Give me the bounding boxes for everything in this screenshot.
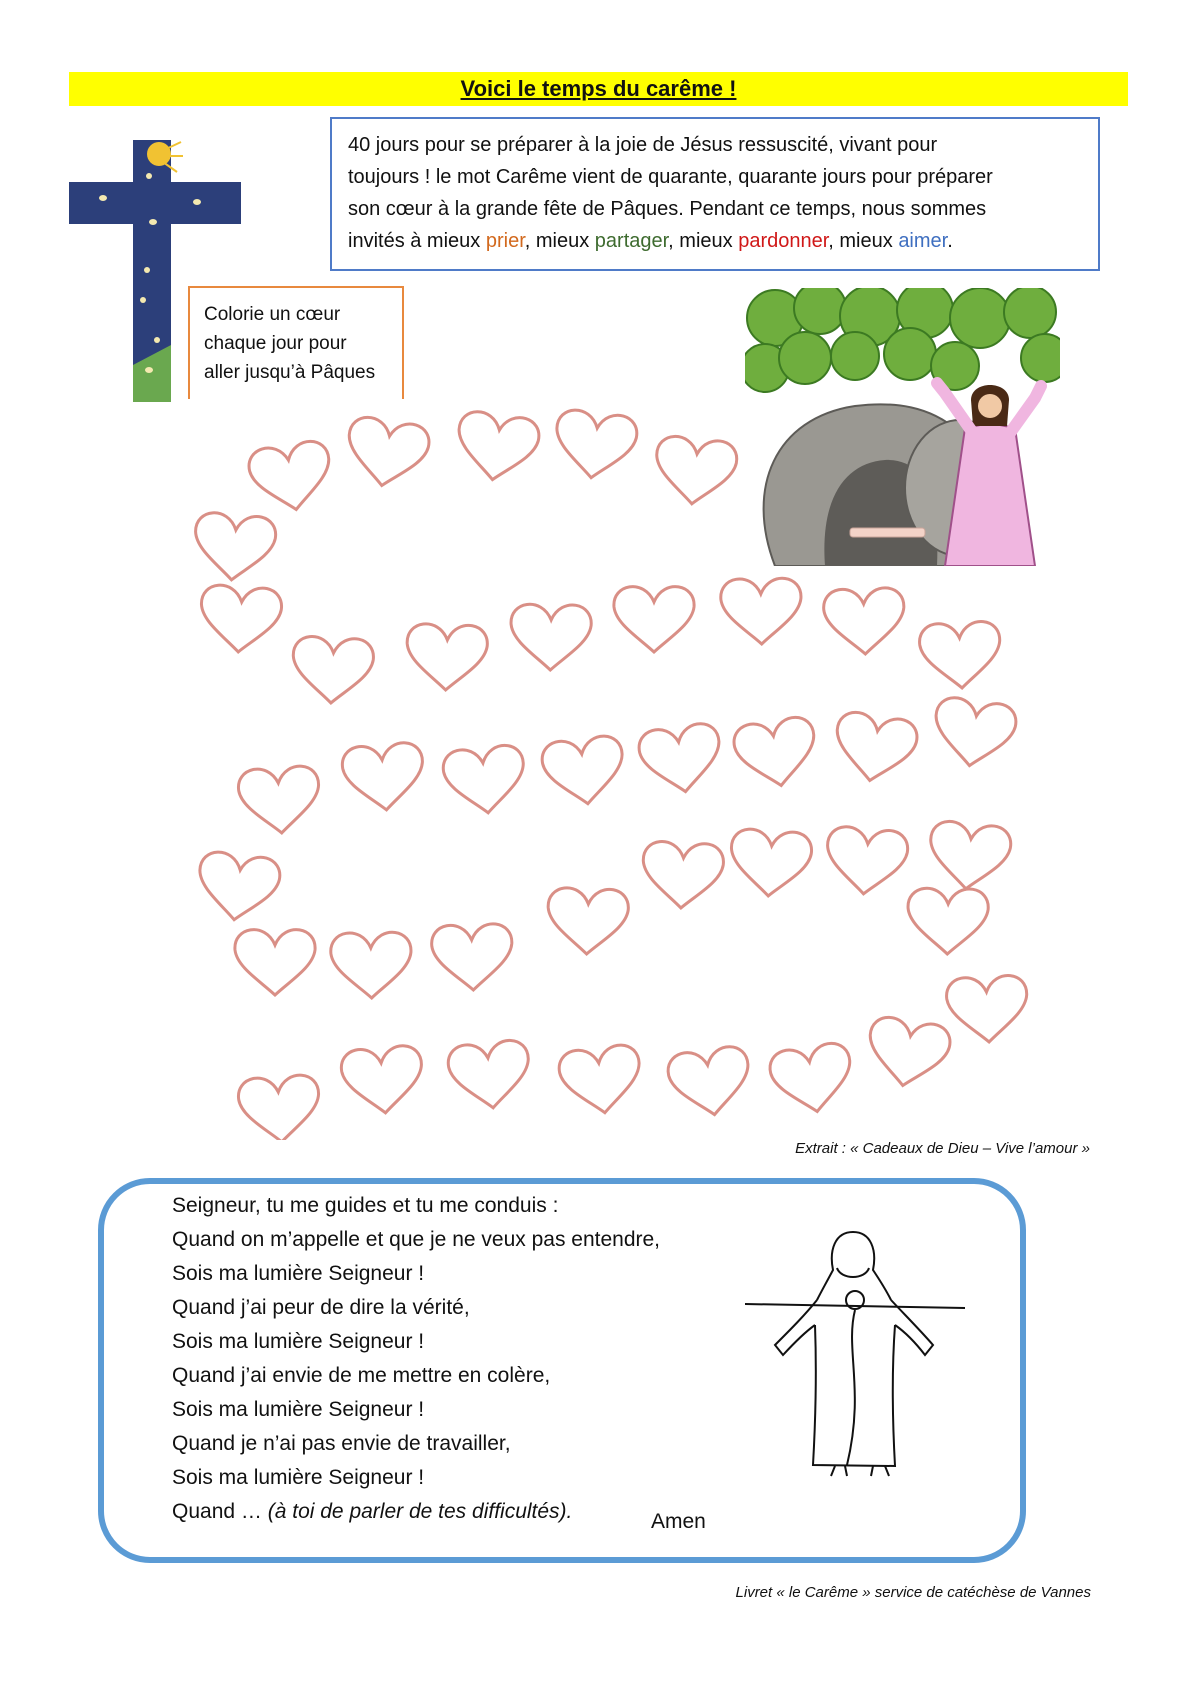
heart-22 [930, 695, 1018, 771]
heart-39 [767, 1041, 856, 1118]
heart-13 [823, 587, 905, 655]
heart-30 [235, 930, 315, 995]
prayer-text: Quand … [172, 1500, 268, 1523]
heart-16 [341, 741, 427, 813]
prayer-line: Quand j’ai peur de dire la vérité, [172, 1296, 470, 1319]
heart-33 [946, 975, 1029, 1044]
heart-5 [652, 435, 739, 508]
prayer-line: Sois ma lumière Seigneur ! [172, 1398, 425, 1421]
prayer-line: Seigneur, tu me guides et tu me conduis : [172, 1194, 559, 1217]
heart-34 [237, 1074, 322, 1140]
intro-text: , mieux [524, 230, 595, 252]
heart-35 [340, 1044, 426, 1116]
heart-31 [330, 932, 411, 999]
heart-27 [641, 841, 724, 910]
intro-text: . [947, 230, 953, 252]
heart-4 [551, 408, 639, 483]
booklet-credit: Livret « le Carême » service de catéchèse de Vannes [735, 1584, 1091, 1601]
heart-20 [731, 715, 820, 792]
prayer-line-last [172, 1495, 660, 1529]
prayer-line: Sois ma lumière Seigneur ! [172, 1262, 425, 1285]
heart-23 [194, 850, 282, 925]
heart-15 [237, 765, 322, 836]
heart-12 [720, 578, 801, 645]
prayer-line: Quand on m’appelle et que je ne veux pas entendre, [172, 1228, 661, 1251]
prayer-italic: (à toi de parler de tes difficultés). [267, 1500, 573, 1523]
page-title: Voici le temps du carême ! [460, 76, 737, 101]
heart-6 [192, 511, 278, 583]
heart-7 [198, 584, 283, 655]
prayer-line: Sois ma lumière Seigneur ! [172, 1330, 425, 1353]
heart-17 [441, 744, 528, 817]
word-aimer: aimer [898, 230, 948, 252]
heart-40 [863, 1015, 952, 1092]
heart-36 [446, 1039, 533, 1112]
heart-9 [406, 623, 488, 691]
heart-8 [291, 636, 374, 705]
word-prier: prier [485, 230, 525, 252]
prayer-line: Sois ma lumière Seigneur ! [172, 1466, 425, 1489]
heart-28 [547, 887, 629, 955]
heart-3 [453, 409, 541, 485]
heart-24 [926, 820, 1013, 893]
intro-line-3: son cœur à la grande fête de Pâques. Pendant ce temps, nous sommes [348, 198, 987, 220]
heart-21 [830, 710, 919, 787]
heart-26 [728, 828, 813, 899]
heart-11 [614, 587, 694, 652]
extract-credit: Extrait : « Cadeaux de Dieu – Vive l’amour » [795, 1140, 1090, 1157]
instruction-line-2: chaque jour pour [204, 333, 347, 354]
intro-text: , mieux [828, 230, 899, 252]
word-partager: partager [594, 230, 669, 252]
instruction-line-1: Colorie un cœur [204, 304, 341, 325]
intro-text: , mieux [668, 230, 739, 252]
intro-line-1: 40 jours pour se préparer à la joie de Jésus ressuscité, vivant pour [348, 134, 938, 156]
heart-2 [342, 415, 431, 492]
heart-32 [431, 923, 513, 991]
heart-37 [557, 1043, 645, 1118]
heart-14 [919, 621, 1002, 690]
heart-29 [907, 888, 988, 955]
jesus-drawing [745, 1230, 965, 1480]
heart-19 [637, 721, 725, 797]
intro-line-2: toujours ! le mot Carême vient de quarante, quarante jours pour préparer [348, 166, 993, 188]
amen-text: Amen [651, 1510, 706, 1533]
prayer-line: Quand j’ai envie de me mettre en colère, [172, 1364, 551, 1387]
heart-18 [540, 734, 628, 809]
heart-10 [510, 604, 591, 671]
heart-38 [666, 1044, 754, 1120]
intro-text: invités à mieux [348, 230, 486, 252]
prayer-line: Quand je n’ai pas envie de travailler, [172, 1432, 511, 1455]
prayer-text [172, 1189, 660, 1529]
word-pardonner: pardonner [738, 230, 829, 252]
heart-25 [824, 825, 910, 897]
instruction-line-3: aller jusqu’à Pâques [204, 362, 376, 383]
heart-1 [246, 439, 335, 516]
